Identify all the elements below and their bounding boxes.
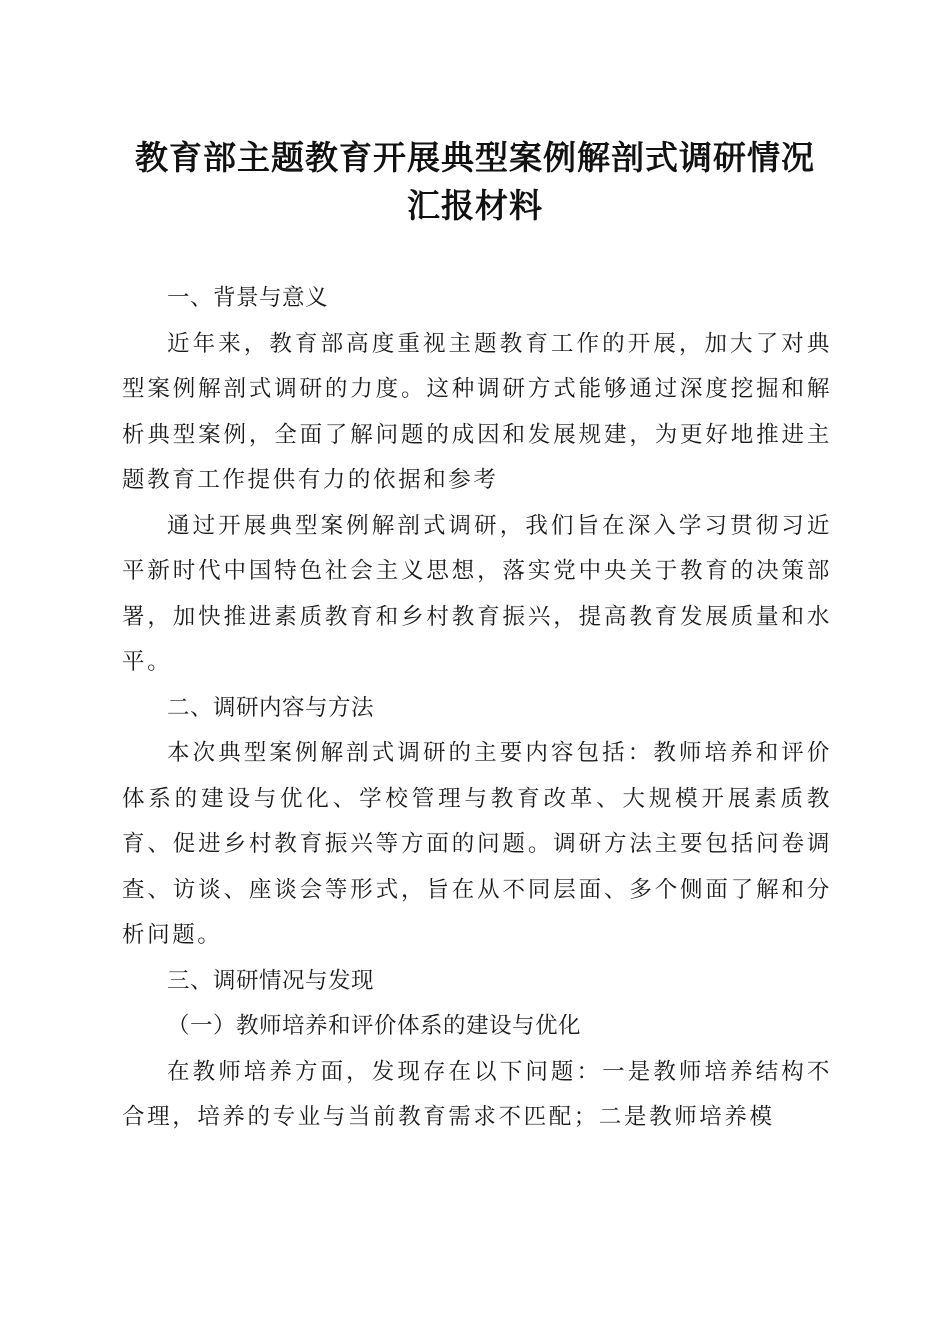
paragraph: 在教师培养方面，发现存在以下问题：一是教师培养结构不合理，培养的专业与当前教育需求不匹配；二是教师培养模: [122, 1058, 832, 1130]
paragraph: 近年来，教育部高度重视主题教育工作的开展，加大了对典型案例解剖式调研的力度。这种调研方式能够通过深度挖掘和解析典型案例，全面了解问题的成因和发展规建，为更好地推进主题教育工作提供有力的依据和参考: [122, 330, 832, 493]
section-heading-background: 一、背景与意义: [167, 285, 329, 311]
section-heading-content-methods: 二、调研内容与方法: [167, 694, 375, 721]
document-title-line-2: 汇报材料: [407, 186, 543, 225]
paragraph: 通过开展典型案例解剖式调研，我们旨在深入学习贯彻习近平新时代中国特色社会主义思想，落实党中央关于教育的决策部署，加快推进素质教育和乡村教育振兴，提高教育发展质量和水平。: [122, 512, 832, 675]
section-heading-findings: 三、调研情况与发现: [167, 967, 375, 994]
paragraph: 本次典型案例解剖式调研的主要内容包括：教师培养和评价体系的建设与优化、学校管理与教育改革、大规模开展素质教育、促进乡村教育振兴等方面的问题。调研方法主要包括问卷调查、访谈、座谈会等形式，旨在从不同层面、多个侧面了解和分析问题。: [122, 740, 832, 948]
document-title-line-1: 教育部主题教育开展典型案例解剖式调研情况: [135, 138, 815, 177]
subsection-heading-teacher-training: （一）教师培养和评价体系的建设与优化: [167, 1013, 582, 1039]
document-body: [122, 276, 832, 1141]
